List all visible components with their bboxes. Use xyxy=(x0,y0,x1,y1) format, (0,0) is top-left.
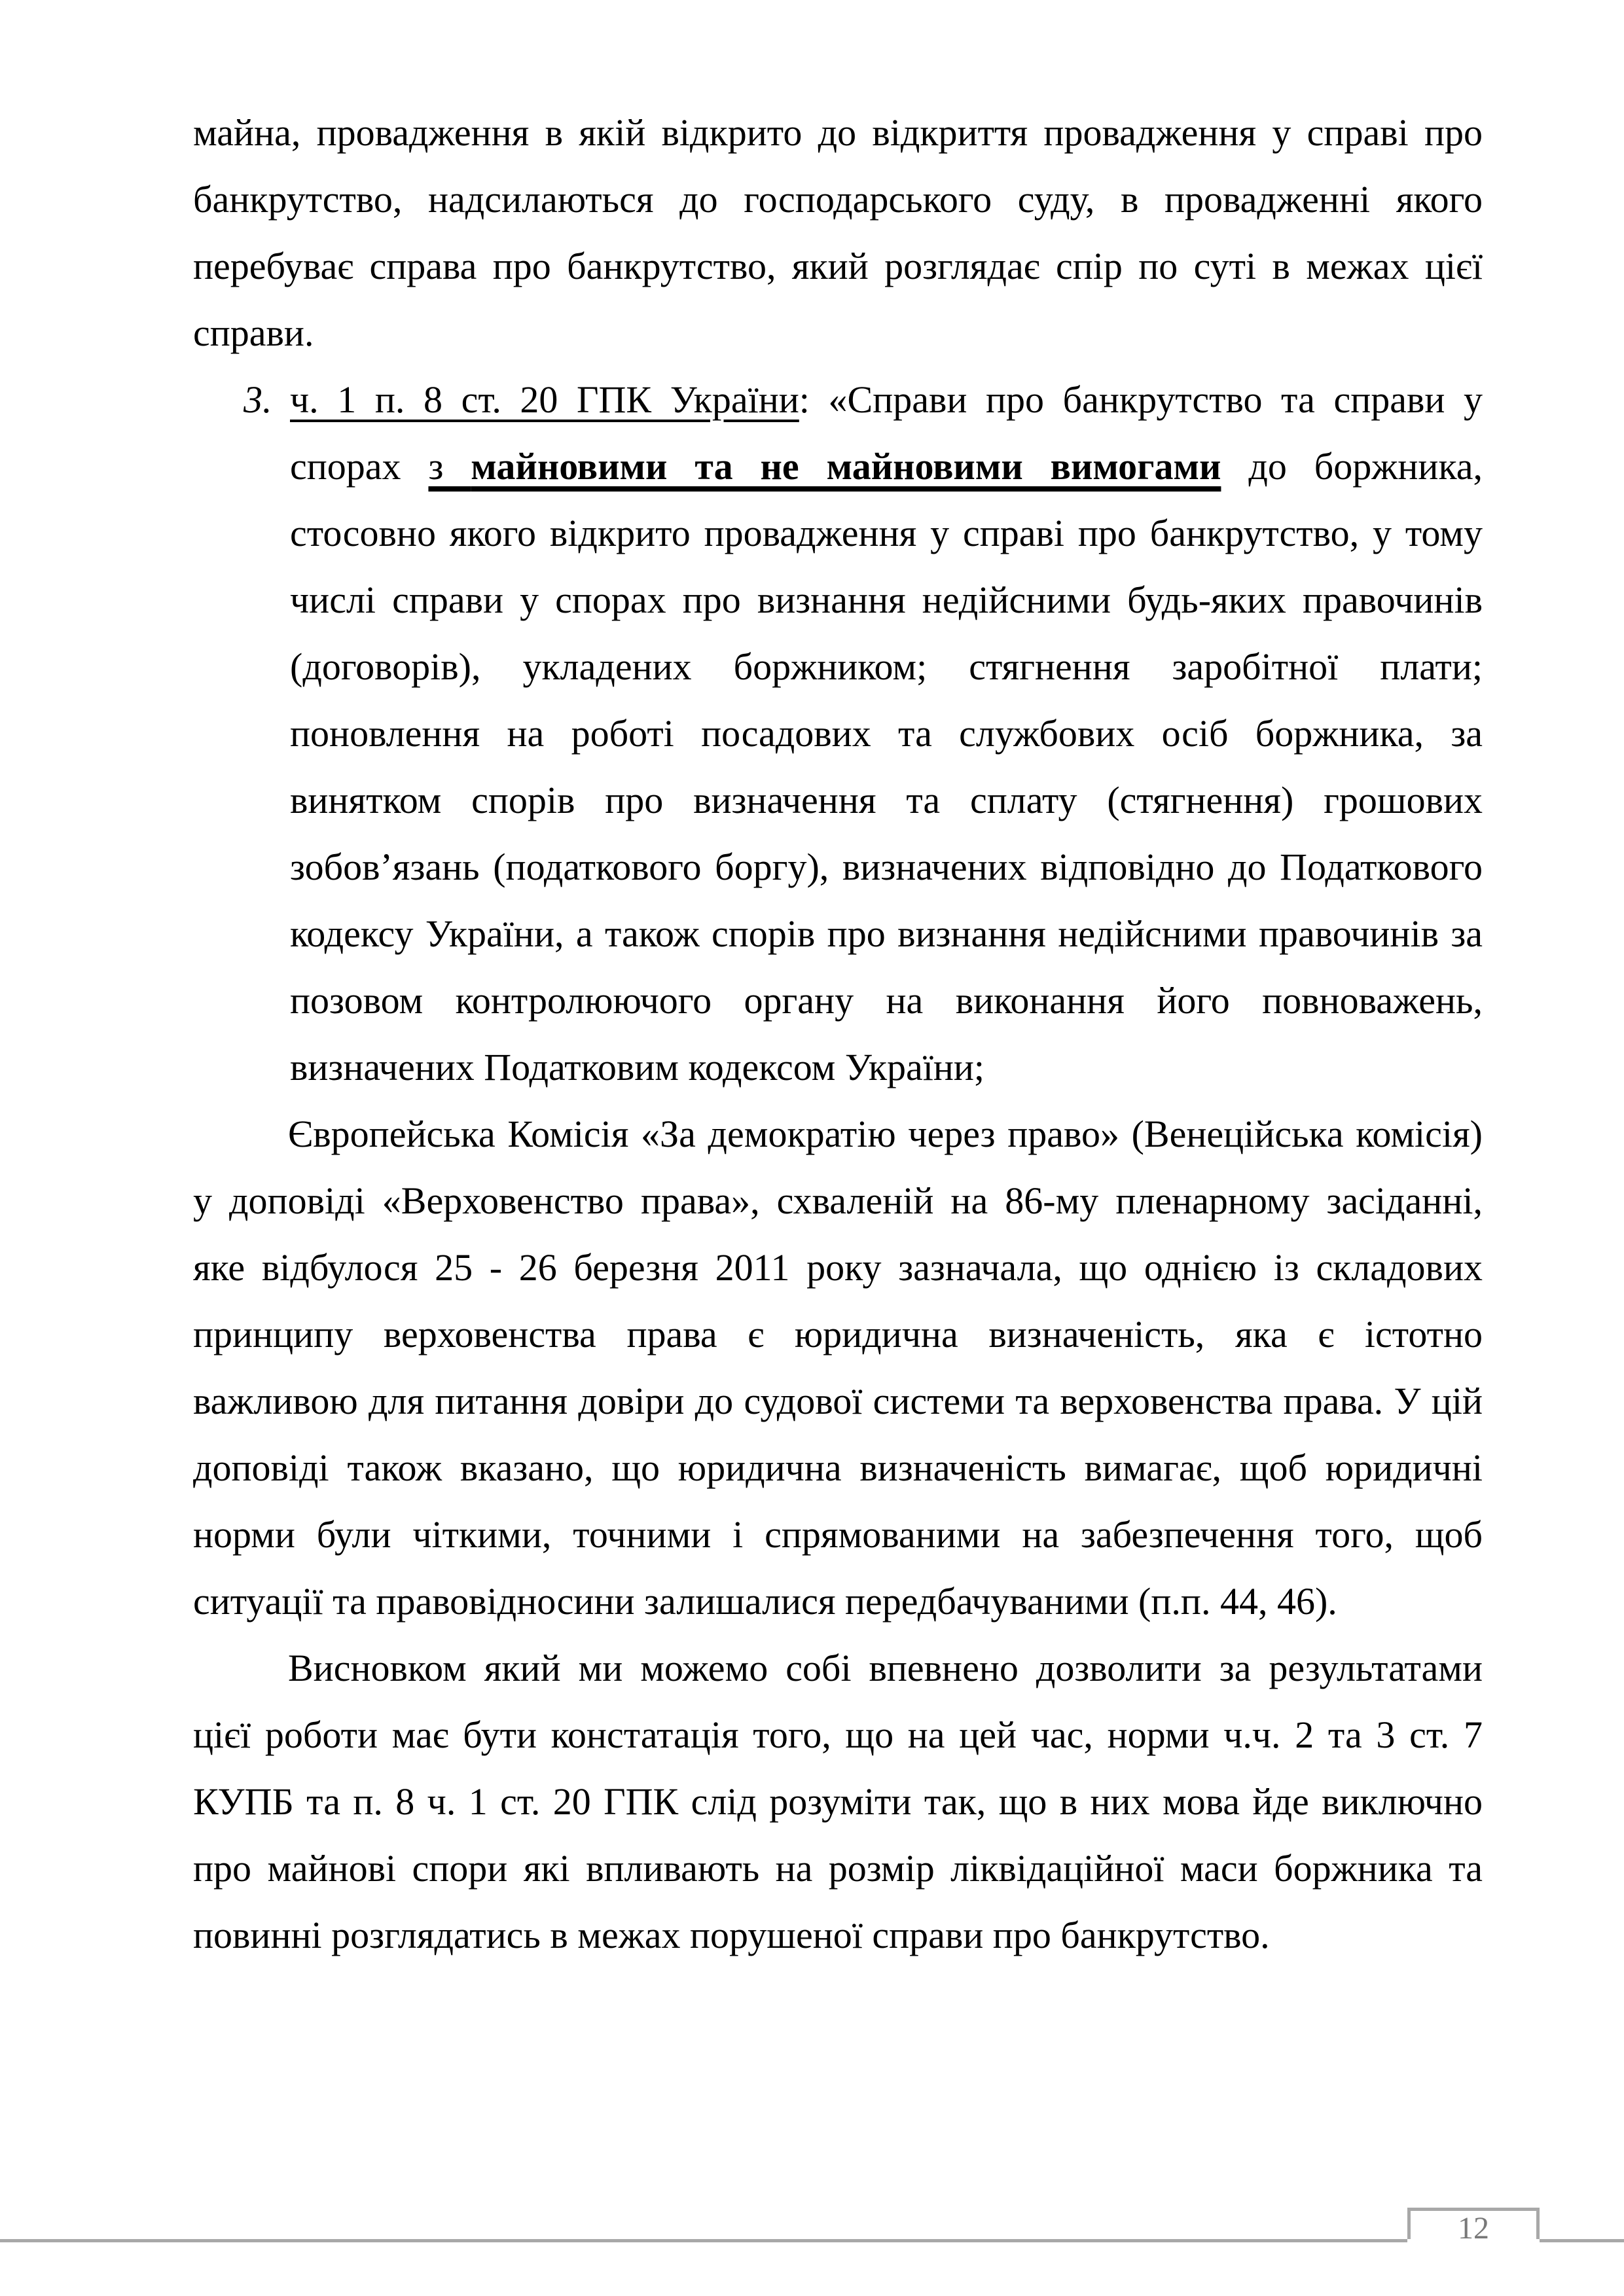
paragraph-venice-commission: Європейська Комісія «За демократію через право» (Венеційська комісія) у доповіді «Верховенство права», схваленій на 86-му пленарному засіданні, яке відбулося 25 - 26 березня 2011 року зазначала, що однією із складових принципу верховенства права є юридична визначеність, яка є істотно важливою для питання довіри до судової системи та верховенства права. У цій доповіді також вказано, що юридична визначеність вимагає, щоб юридичні норми були чіткими, точними і спрямованими на забезпечення того, щоб ситуації та правовідносини залишалися передбачуваними (п.п. 44, 46). xyxy=(193,1113,1483,1623)
footer-divider-right xyxy=(1540,2239,1624,2242)
list-item-3 xyxy=(244,367,1483,1101)
legal-reference-underlined: ч. 1 п. 8 ст. 20 ГПК України xyxy=(290,378,799,421)
paragraph-continuation: майна, провадження в якій відкрито до відкриття провадження у справі про банкрутство, надсилаються до господарського суду, в провадженні якого перебуває справа про банкрутство, який розглядає спір по суті в межах цієї справи. xyxy=(193,111,1483,354)
page-body xyxy=(193,99,1483,1969)
list-item-3-marker: 3. xyxy=(244,378,272,421)
page-number-tab xyxy=(1407,2208,1540,2246)
list-item-3-text xyxy=(290,367,1483,1101)
emphasized-phrase xyxy=(428,445,1221,488)
footer-divider-left xyxy=(0,2239,1407,2242)
emphasized-phrase-bold: майновими та не майновими вимогами xyxy=(471,445,1221,488)
quote-lead-text: : «Справи про банкрутство та справи у спорах xyxy=(290,378,1483,488)
paragraph-conclusion: Висновком який ми можемо собі впевнено дозволити за результатами цієї роботи має бути констатація того, що на цей час, норми ч.ч. 2 та 3 ст. 7 КУПБ та п. 8 ч. 1 ст. 20 ГПК слід розуміти так, що в них мова йде виключно про майнові спори які впливають на розмір ліквідаційної маси боржника та повинні розглядатись в межах порушеної справи про банкрутство. xyxy=(193,1647,1483,1956)
emphasized-phrase-plain: з xyxy=(428,445,471,488)
quote-rest-text: до боржника, стосовно якого відкрито провадження у справі про банкрутство, у тому числі справи у спорах про визнання недійсними будь-яких правочинів (договорів), укладених боржником; стягнення заробітної плати; поновлення на роботі посадових та службових осіб боржника, за винятком спорів про визначення та сплату (стягнення) грошових зобов’язань (податкового боргу), визначених відповідно до Податкового кодексу України, а також спорів про визнання недійсними правочинів за позовом контролюючого органу на виконання його повноважень, визначених Податковим кодексом України; xyxy=(290,445,1483,1088)
page-number: 12 xyxy=(1458,2211,1489,2246)
